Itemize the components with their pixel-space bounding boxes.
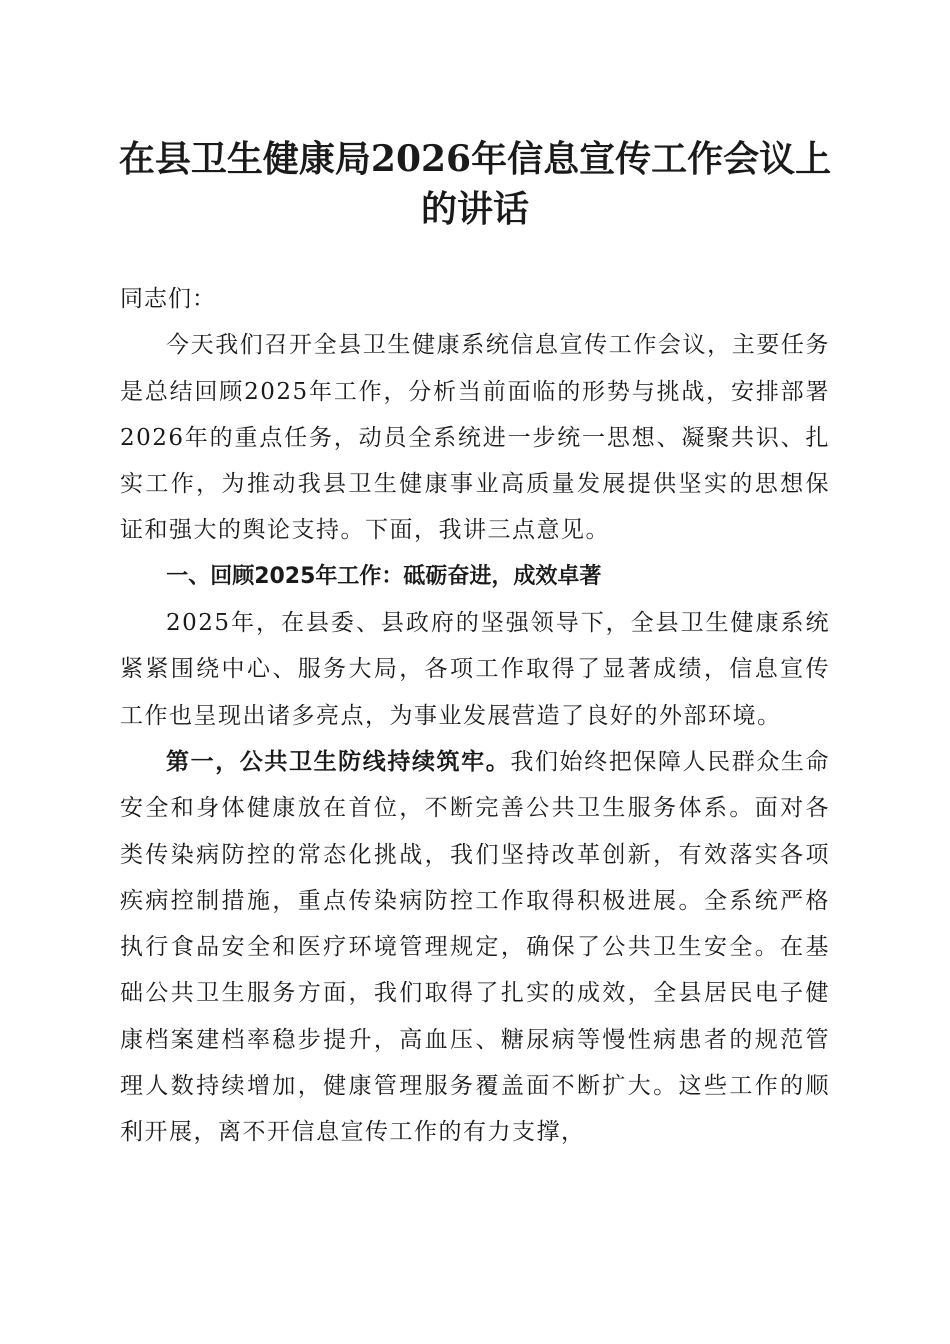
title-line-2: 的讲话 bbox=[420, 188, 529, 230]
point-1-lead: 第一，公共卫生防线持续筑牢。 bbox=[166, 747, 511, 775]
point-1-paragraph bbox=[120, 739, 830, 1156]
document-title bbox=[110, 134, 840, 234]
intro-paragraph: 今天我们召开全县卫生健康系统信息宣传工作会议，主要任务是总结回顾2025年工作，分析当前面临的形势与挑战，安排部署2026年的重点任务，动员全系统进一步统一思想、凝聚共识、扎实工作，为推动我县卫生健康事业高质量发展提供坚实的思想保证和强大的舆论支持。下面，我讲三点意见。 bbox=[120, 332, 830, 544]
section-1-paragraph-1: 2025年，在县委、县政府的坚强领导下，全县卫生健康系统紧紧围绕中心、服务大局，各项工作取得了显著成绩，信息宣传工作也呈现出诸多亮点，为事业发展营造了良好的外部环境。 bbox=[120, 610, 830, 729]
salutation: 同志们： bbox=[120, 286, 216, 312]
section-1-heading: 一、回顾2025年工作：砥砺奋进，成效卓著 bbox=[166, 563, 602, 589]
title-line-1: 在县卫生健康局2026年信息宣传工作会议上 bbox=[118, 138, 832, 180]
document-body bbox=[120, 276, 830, 1156]
point-1-text: 我们始终把保障人民群众生命安全和身体健康放在首位，不断完善公共卫生服务体系。面对各类传染病防控的常态化挑战，我们坚持改革创新，有效落实各项疾病控制措施，重点传染病防控工作取得积极进展。全系统严格执行食品安全和医疗环境管理规定，确保了公共卫生安全。在基础公共卫生服务方面，我们取得了扎实的成效，全县居民电子健康档案建档率稳步提升，高血压、糖尿病等慢性病患者的规范管理人数持续增加，健康管理服务覆盖面不断扩大。这些工作的顺利开展，离不开信息宣传工作的有力支撑， bbox=[120, 748, 831, 1146]
